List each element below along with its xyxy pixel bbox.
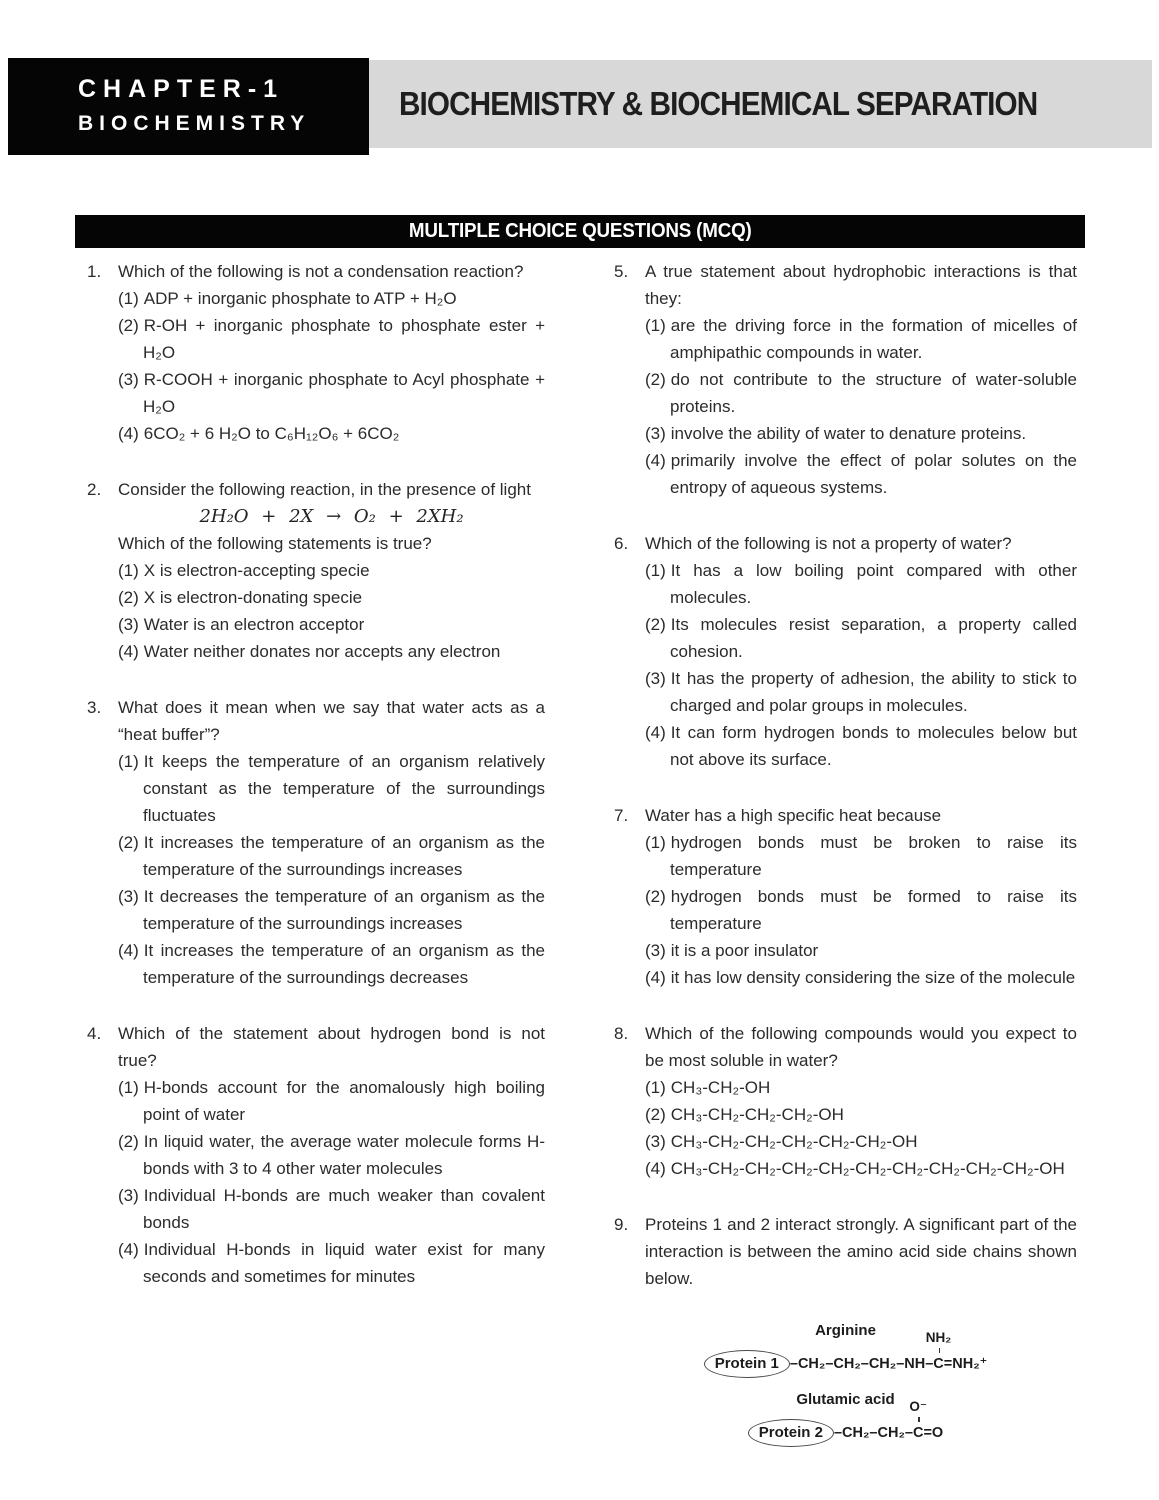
option-label: (1)	[118, 561, 139, 580]
glutamic-structure	[614, 1390, 1077, 1447]
question-text: Which of the following is not a condensation reaction?	[118, 262, 524, 281]
question-list	[614, 258, 1077, 1292]
option-text: In liquid water, the average water molecule forms H-bonds with 3 to 4 other water molecules	[143, 1132, 545, 1178]
option	[118, 883, 545, 937]
option-text: It increases the temperature of an organism as the temperature of the surroundings increases	[143, 833, 545, 879]
arginine-label: Arginine	[815, 1322, 876, 1339]
option	[118, 420, 545, 447]
question-number: 6.	[614, 534, 629, 553]
option-text: It can form hydrogen bonds to molecules below but not above its surface.	[670, 723, 1077, 769]
option-text: CH₃-CH₂-CH₂-CH₂-OH	[670, 1105, 844, 1124]
option-label: (2)	[645, 1105, 666, 1124]
question-4	[87, 1020, 545, 1290]
option-label: (3)	[118, 887, 139, 906]
option-label: (1)	[645, 1078, 666, 1097]
option-text: Individual H-bonds in liquid water exist for many seconds and sometimes for minutes	[143, 1240, 545, 1286]
option-label: (1)	[645, 833, 666, 852]
chain-post: =NH₂⁺	[943, 1356, 988, 1372]
option-label: (3)	[645, 941, 666, 960]
option-label: (3)	[118, 370, 139, 389]
question-text: Which of the statement about hydrogen bond is not true?	[118, 1024, 545, 1070]
question-6	[614, 530, 1077, 773]
mcq-section-bar	[75, 215, 1085, 248]
right-column	[614, 258, 1077, 1447]
question-3	[87, 694, 545, 991]
option-text: primarily involve the effect of polar solutes on the entropy of aqueous systems.	[670, 451, 1077, 497]
section-title: MULTIPLE CHOICE QUESTIONS (MCQ)	[408, 220, 752, 242]
option-label: (1)	[118, 752, 139, 771]
option-label: (3)	[118, 1186, 139, 1205]
option-label: (2)	[118, 833, 139, 852]
option	[118, 366, 545, 420]
option	[645, 719, 1077, 773]
option	[645, 447, 1077, 501]
option-text: it is a poor insulator	[670, 941, 819, 960]
option-label: (3)	[645, 424, 666, 443]
option-text: Water is an electron acceptor	[143, 615, 365, 634]
question-content	[645, 530, 1077, 773]
option-text: ADP + inorganic phosphate to ATP + H₂O	[143, 289, 457, 308]
question-5	[614, 258, 1077, 501]
option-text: CH₃-CH₂-CH₂-CH₂-CH₂-CH₂-CH₂-CH₂-CH₂-CH₂-OH	[670, 1159, 1065, 1178]
oxygen-top-group: O⁻	[909, 1399, 928, 1414]
question-number: 1.	[87, 262, 102, 281]
option	[645, 937, 1077, 964]
option-text: R-COOH + inorganic phosphate to Acyl phosphate + H₂O	[143, 370, 545, 416]
option	[118, 829, 545, 883]
bond-line	[939, 1348, 941, 1353]
option	[118, 611, 545, 638]
option-text: It has the property of adhesion, the ability to stick to charged and polar groups in molecules.	[670, 669, 1077, 715]
question-content	[118, 476, 545, 665]
option	[645, 366, 1077, 420]
protein-1-oval: Protein 1	[704, 1350, 790, 1378]
arginine-structure	[614, 1321, 1077, 1378]
option-text: It decreases the temperature of an organism as the temperature of the surroundings increases	[143, 887, 545, 933]
option-text: H-bonds account for the anomalously high boiling point of water	[143, 1078, 545, 1124]
question-number: 4.	[87, 1024, 102, 1043]
question-7	[614, 802, 1077, 991]
option-label: (4)	[645, 451, 666, 470]
option	[645, 883, 1077, 937]
question-text: Which of the following statements is true?	[118, 534, 432, 553]
question-1	[87, 258, 545, 447]
question-2	[87, 476, 545, 665]
chapter-subject: BIOCHEMISTRY	[78, 112, 311, 135]
option	[645, 829, 1077, 883]
option-label: (2)	[645, 615, 666, 634]
option-label: (3)	[645, 669, 666, 688]
question-number: 5.	[614, 262, 629, 281]
question-text: Consider the following reaction, in the presence of light	[118, 480, 531, 499]
option	[118, 1236, 545, 1290]
question-number: 8.	[614, 1024, 629, 1043]
option-text: involve the ability of water to denature proteins.	[670, 424, 1027, 443]
option	[118, 1074, 545, 1128]
option	[118, 1128, 545, 1182]
carbon-atom: C	[933, 1356, 944, 1372]
option-text: Individual H-bonds are much weaker than covalent bonds	[143, 1186, 545, 1232]
option	[118, 312, 545, 366]
option-text: 6CO₂ + 6 H₂O to C₆H₁₂O₆ + 6CO₂	[143, 424, 400, 443]
option-text: Water neither donates nor accepts any electron	[143, 642, 501, 661]
option	[118, 285, 545, 312]
option-text: CH₃-CH₂-CH₂-CH₂-CH₂-CH₂-OH	[670, 1132, 918, 1151]
question-text: Which of the following compounds would you expect to be most soluble in water?	[645, 1024, 1077, 1070]
option-label: (1)	[645, 316, 666, 335]
option	[645, 1128, 1077, 1155]
protein-2-oval: Protein 2	[748, 1419, 834, 1447]
option	[645, 557, 1077, 611]
bond-line	[918, 1417, 920, 1422]
question-content	[118, 694, 545, 991]
option-label: (3)	[645, 1132, 666, 1151]
chain-pre: –CH₂–CH₂–	[833, 1425, 913, 1441]
question-text: What does it mean when we say that water acts as a “heat buffer”?	[118, 698, 545, 744]
question-content	[118, 1020, 545, 1290]
chapter-label: CHAPTER-1	[78, 75, 285, 103]
option-label: (2)	[645, 370, 666, 389]
option	[118, 584, 545, 611]
glutamic-label: Glutamic acid	[796, 1391, 895, 1408]
page-title: BIOCHEMISTRY & BIOCHEMICAL SEPARATION	[399, 85, 1038, 122]
option-label: (4)	[118, 424, 139, 443]
question-text: A true statement about hydrophobic interactions is that they:	[645, 262, 1077, 308]
question-number: 2.	[87, 480, 102, 499]
option-label: (2)	[118, 588, 139, 607]
option-label: (2)	[645, 887, 666, 906]
option-label: (1)	[645, 561, 666, 580]
question-text: Which of the following is not a property of water?	[645, 534, 1012, 553]
question-content	[645, 1020, 1077, 1182]
option-label: (2)	[118, 316, 139, 335]
question-content	[645, 1211, 1077, 1292]
option	[645, 312, 1077, 366]
option-text: are the driving force in the formation of micelles of amphipathic compounds in water.	[670, 316, 1077, 362]
option	[118, 557, 545, 584]
option-label: (1)	[118, 1078, 139, 1097]
option	[645, 1101, 1077, 1128]
option-label: (4)	[118, 941, 139, 960]
option-text: it has low density considering the size of the molecule	[670, 968, 1076, 987]
option-text: It keeps the temperature of an organism relatively constant as the temperature of the surroundings fluctuates	[143, 752, 545, 825]
option	[645, 964, 1077, 991]
left-column	[87, 258, 545, 1319]
question-number: 7.	[614, 806, 629, 825]
title-box	[369, 60, 1152, 148]
option	[118, 638, 545, 665]
option	[645, 1155, 1077, 1182]
option	[645, 1074, 1077, 1101]
option-label: (4)	[118, 642, 139, 661]
option-text: do not contribute to the structure of water-soluble proteins.	[670, 370, 1077, 416]
question-content	[645, 802, 1077, 991]
carbon-atom: C	[912, 1425, 924, 1441]
question-list	[87, 258, 545, 1290]
chain-post: =O	[923, 1425, 944, 1441]
option	[118, 748, 545, 829]
option-text: X is electron-accepting specie	[143, 561, 370, 580]
option-label: (4)	[645, 1159, 666, 1178]
option-text: X is electron-donating specie	[143, 588, 363, 607]
option-text: Its molecules resist separation, a property called cohesion.	[670, 615, 1077, 661]
question-number: 9.	[614, 1215, 629, 1234]
option-label: (2)	[118, 1132, 139, 1151]
chain-pre: –CH₂–CH₂–CH₂–NH–	[789, 1356, 934, 1372]
option-label: (3)	[118, 615, 139, 634]
question-text: Water has a high specific heat because	[645, 806, 942, 825]
option-label: (4)	[118, 1240, 139, 1259]
option-text: It has a low boiling point compared with other molecules.	[670, 561, 1077, 607]
option	[645, 420, 1077, 447]
question-text: Proteins 1 and 2 interact strongly. A significant part of the interaction is between the amino acid side chains shown below.	[645, 1215, 1077, 1288]
question-8	[614, 1020, 1077, 1182]
option-text: hydrogen bonds must be formed to raise its temperature	[670, 887, 1077, 933]
option-text: It increases the temperature of an organism as the temperature of the surroundings decreases	[143, 941, 545, 987]
question-content	[645, 258, 1077, 501]
reaction-equation: 2H₂O + 2X → O₂ + 2XH₂	[199, 506, 464, 527]
question-9	[614, 1211, 1077, 1292]
option	[118, 1182, 545, 1236]
option	[645, 665, 1077, 719]
option-text: hydrogen bonds must be broken to raise its temperature	[670, 833, 1077, 879]
question-content	[118, 258, 545, 447]
option	[118, 937, 545, 991]
option-label: (1)	[118, 289, 139, 308]
amino-top-group: NH₂	[925, 1330, 952, 1345]
question-number: 3.	[87, 698, 102, 717]
option-label: (4)	[645, 968, 666, 987]
side-chain-diagram	[614, 1321, 1077, 1447]
option	[645, 611, 1077, 665]
chapter-box	[8, 58, 369, 155]
option-label: (4)	[645, 723, 666, 742]
option-text: R-OH + inorganic phosphate to phosphate ester + H₂O	[143, 316, 545, 362]
option-text: CH₃-CH₂-OH	[670, 1078, 771, 1097]
